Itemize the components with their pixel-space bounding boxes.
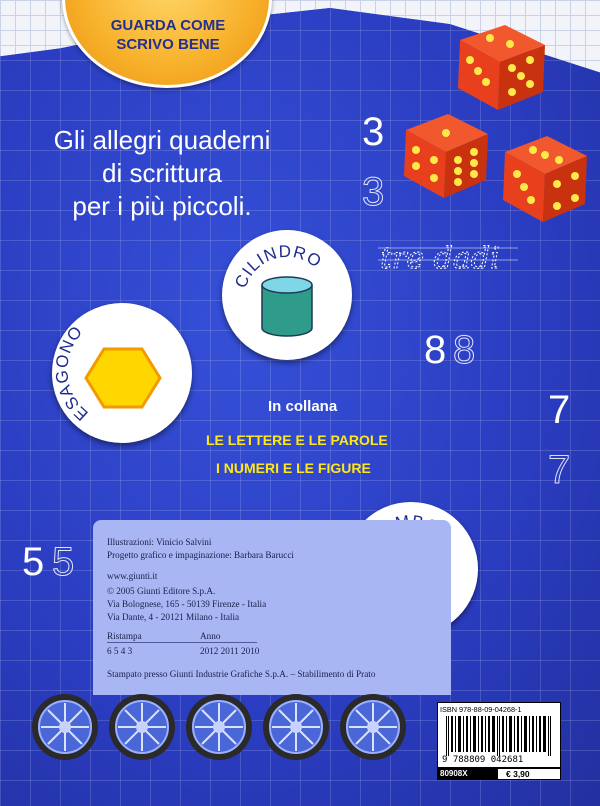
tre-dadi-script [378, 236, 518, 276]
credit-address-1: Via Bolognese, 165 - 50139 Firenze - Italia [107, 599, 267, 609]
badge-line-2: SCRIVO BENE [116, 36, 220, 53]
ristampa-values: 6 5 4 3 [107, 646, 133, 656]
barcode-icon [444, 716, 556, 756]
badge-line-1: GUARDA COME [110, 17, 226, 34]
cilindro-label: CILINDRO [231, 241, 326, 291]
number-five-dotted: 5 [52, 540, 75, 584]
cilindro-circle [222, 230, 352, 360]
series-item-lettere: LE LETTERE E LE PAROLE [206, 432, 388, 448]
number-eight-dotted: 8 [453, 328, 476, 372]
barcode-digits: 9 788809 042681 [442, 755, 524, 765]
dice-top-icon [450, 20, 550, 112]
tagline-line-1: Gli allegri quaderni [53, 125, 271, 155]
price-code-bar [437, 768, 561, 780]
tre-dadi-text: tre dadi [380, 241, 500, 276]
esagono-label: ESAGONO [52, 321, 92, 425]
credit-copyright: © 2005 Giunti Editore S.p.A. [107, 586, 216, 596]
ristampa-label: Ristampa [107, 631, 142, 641]
product-code: 80908X [437, 768, 497, 780]
tagline [32, 124, 292, 223]
credit-stampato: Stampato presso Giunti Industrie Grafiche S.p.A. – Stabilimento di Prato [107, 669, 376, 679]
series-item-numeri: I NUMERI E LE FIGURE [216, 460, 371, 476]
anno-label: Anno [200, 631, 221, 641]
cylinder-icon [262, 277, 312, 336]
credit-address-2: Via Dante, 4 - 20121 Milano - Italia [107, 612, 240, 622]
number-eight: 8 [424, 328, 447, 372]
wheels-decoration [30, 692, 420, 762]
number-three-dotted: 3 [362, 170, 385, 214]
tagline-line-2: di scrittura [102, 158, 222, 188]
number-seven-dotted: 7 [548, 448, 571, 492]
svg-text:ESAGONO [52, 322, 92, 424]
barcode-box [437, 702, 561, 768]
credit-progetto: Progetto grafico e impaginazione: Barbara Barucci [107, 550, 294, 560]
esagono-circle [52, 303, 192, 443]
dice-left-icon [398, 108, 493, 200]
credits-rule [107, 642, 257, 643]
series-badge-text [78, 16, 258, 54]
hexagon-icon [86, 349, 160, 407]
number-three: 3 [362, 110, 385, 154]
credits-box [93, 520, 451, 695]
tagline-line-3: per i più piccoli. [72, 191, 252, 221]
credit-web: www.giunti.it [107, 571, 158, 581]
anno-values: 2012 2011 2010 [200, 646, 260, 656]
credit-illustrazioni: Illustrazioni: Vinicio Salvini [107, 537, 212, 547]
number-seven: 7 [548, 388, 571, 432]
series-heading: In collana [268, 398, 338, 415]
dice-right-icon [497, 128, 592, 224]
price: € 3,90 [497, 768, 561, 780]
number-five: 5 [22, 540, 45, 584]
isbn-text: ISBN 978-88-09-04268-1 [440, 705, 522, 714]
